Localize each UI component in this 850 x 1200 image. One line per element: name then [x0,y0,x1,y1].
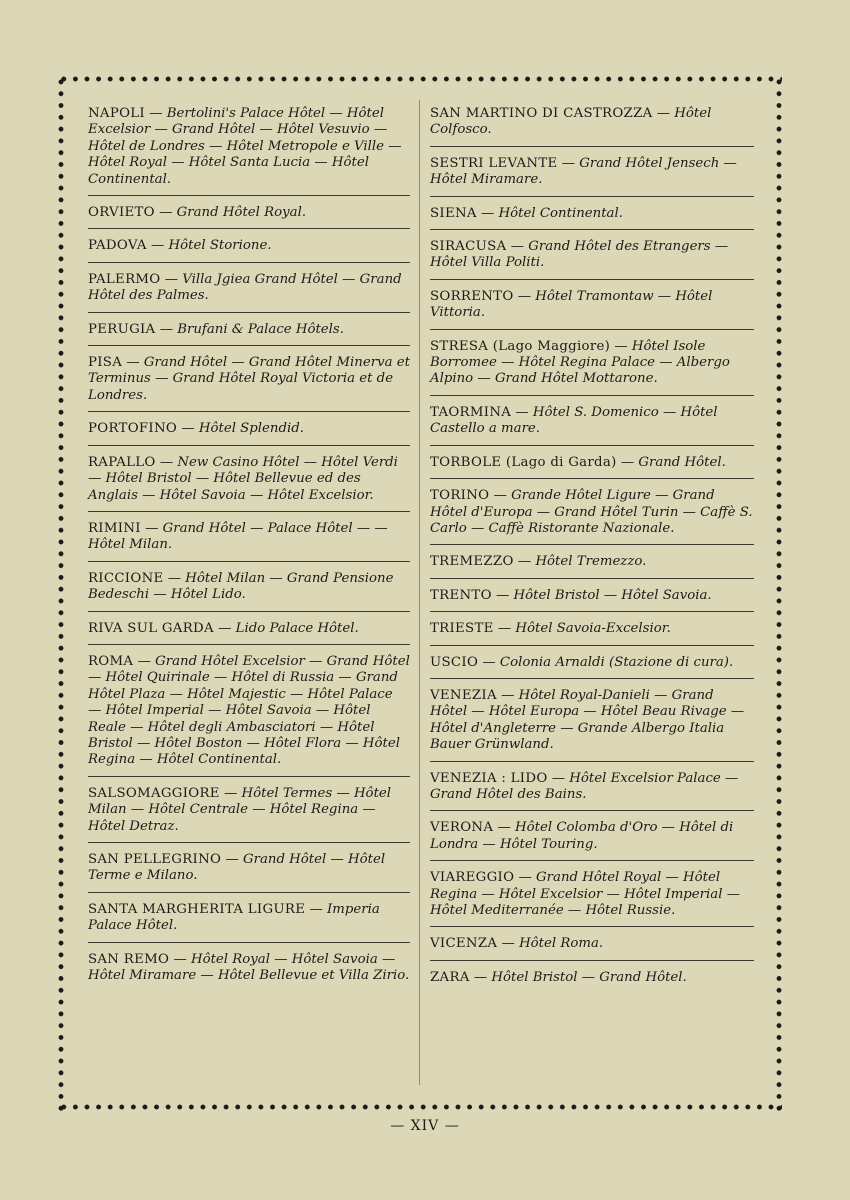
city-name: STRESA (Lago Maggiore) [430,338,611,354]
hotel-list: — Hôtel Tremezzo. [517,554,647,570]
city-name: PALERMO [88,271,161,287]
city-name: PERUGIA [88,321,156,337]
hotel-list: — Grande Hôtel Ligure — Grand Hôtel d'Europa — Grand Hôtel Turin — Caffè S. Carlo — Caffè Ristorante Nazionale. [430,488,753,536]
directory-entry [88,621,410,645]
hotel-list: — Colonia Arnaldi (Stazione di cura). [482,654,734,670]
hotel-list: — Hôtel Splendid. [181,421,304,437]
city-name: TAORMINA [430,404,512,420]
hotel-list: — Hôtel Tramontaw — Hôtel Vittoria. [430,288,713,321]
directory-entry [430,970,754,993]
directory-entry [430,156,754,197]
directory-entry [88,272,410,313]
city-name: SIRACUSA [430,239,507,255]
city-name: SAN MARTINO DI CASTROZZA [430,106,653,121]
city-name: VENEZIA : LIDO [430,770,548,786]
hotel-list: — Hôtel Bristol — Hôtel Savoia. [496,587,712,603]
directory-entry [88,852,410,893]
directory-entry [88,322,410,346]
hotel-list: — Grand Hôtel Excelsior — Grand Hôtel — Hôtel Quirinale — Hôtel di Russia — Grand Hôtel Plaza — Hôtel Majestic — Hôtel Palace — Hôtel Imperial — Hôtel Savoia — Hôtel Reale — Hôtel degli Ambasciatori — Hôtel Bristol — Hôtel Boston — Hôtel Flora — Hôtel Regina — Hôtel Continental. [88,653,410,768]
city-name: VERONA [430,820,494,836]
directory-entry [430,488,754,545]
directory-entry [88,654,410,777]
hotel-list: — New Casino Hôtel — Hôtel Verdi — Hôtel Bristol — Hôtel Bellevue ed des Anglais — Hôtel Savoia — Hôtel Excelsior. [88,454,398,503]
city-name: VIAREGGIO [430,870,515,886]
directory-entry [430,405,754,446]
hotel-list: — Hôtel Savoia-Excelsior. [497,621,671,637]
directory-entry [88,455,410,512]
city-name: TREMEZZO [430,554,514,570]
hotel-list: — Grand Hôtel — Hôtel Terme e Milano. [88,852,386,884]
city-name: TRENTO [430,587,492,603]
city-name: PISA [88,355,123,371]
hotel-list: — Bertolini's Palace Hôtel — Hôtel Excelsior — Grand Hôtel — Hôtel Vesuvio — Hôtel de Londres — Hôtel Metropole e Ville — Hôtel Royal — Hôtel Santa Lucia — Hôtel Continental. [88,106,402,187]
city-name: PORTOFINO [88,421,178,437]
right-column [430,106,754,1002]
directory-entry [430,554,754,578]
hotel-list: — Hôtel Roma. [501,936,604,952]
city-name: PADOVA [88,238,147,254]
directory-entry [430,239,754,280]
hotel-list: — Hôtel Excelsior Palace — Grand Hôtel des Bains. [430,770,739,802]
hotel-list: — Hôtel Isole Borromee — Hôtel Regina Palace — Albergo Alpino — Grand Hôtel Mottarone. [430,338,730,387]
hotel-list: — Hôtel Colomba d'Oro — Hôtel di Londra — Hôtel Touring. [430,820,734,852]
city-name: RIVA SUL GARDA [88,620,214,636]
directory-entry [430,870,754,927]
city-name: NAPOLI [88,106,145,121]
hotel-list: — Grand Hôtel Jensech — Hôtel Miramare. [430,155,737,188]
hotel-list: — Lido Palace Hôtel. [218,620,359,636]
hotel-list: — Hôtel Termes — Hôtel Milan — Hôtel Centrale — Hôtel Regina — Hôtel Detraz. [88,785,392,834]
city-name: SAN REMO [88,951,170,967]
directory-entry [430,339,754,396]
city-name: USCIO [430,654,479,670]
directory-entry [88,421,410,445]
city-name: SORRENTO [430,288,514,304]
dotted-border-top [58,76,782,82]
directory-entry [430,289,754,330]
city-name: RIMINI [88,520,141,536]
city-name: ORVIETO [88,205,155,221]
hotel-list: — Grand Hôtel des Etrangers — Hôtel Villa Politi. [430,239,729,271]
hotel-list: — Grand Hôtel Royal — Hôtel Regina — Hôtel Excelsior — Hôtel Imperial — Hôtel Mediterranée — Hôtel Russie. [430,870,740,918]
hotel-list: — Hôtel Milan — Grand Pensione Bedeschi — Hôtel Lido. [88,570,394,603]
hotel-list: — Hôtel Bristol — Grand Hôtel. [473,969,687,985]
city-name: ZARA [430,969,470,985]
hotel-list: — Hôtel Colfosco. [430,106,712,138]
directory-entry [430,106,754,147]
directory-entry [88,571,410,612]
hotel-list: — Grand Hôtel — Palace Hôtel — — Hôtel Milan. [88,520,388,553]
directory-entry [430,771,754,812]
hotel-list: — Hôtel Continental. [481,205,623,221]
page-number: — XIV — [390,1118,460,1134]
left-column [88,106,410,1000]
dotted-border-left [58,76,64,1116]
directory-entry [88,952,410,992]
directory-entry [430,820,754,861]
directory-entry [88,238,410,262]
hotel-list: — Hôtel Storione. [151,238,272,254]
directory-entry [430,455,754,479]
directory-entry [88,355,410,412]
directory-entry [88,902,410,943]
hotel-list: — Grand Hôtel. [620,454,726,470]
dotted-border-bottom [58,1104,782,1110]
directory-entry [430,588,754,612]
city-name: TRIESTE [430,621,494,637]
city-name: VICENZA [430,936,498,952]
hotel-list: — Hôtel Royal — Hôtel Savoia — Hôtel Miramare — Hôtel Bellevue et Villa Zirio. [88,951,410,984]
city-name: ROMA [88,653,134,669]
directory-entry [88,106,410,196]
city-name: TORBOLE (Lago di Garda) [430,454,617,470]
directory-entry [88,786,410,843]
city-name: SANTA MARGHERITA LIGURE [88,901,306,917]
city-name: SALSOMAGGIORE [88,785,220,801]
directory-entry [88,521,410,562]
dotted-border-right [776,76,782,1116]
directory-entry [430,206,754,230]
city-name: SIENA [430,205,477,221]
hotel-list: — Brufani & Palace Hôtels. [159,321,344,337]
hotel-list: — Imperia Palace Hôtel. [88,901,380,934]
hotel-list: — Grand Hôtel — Grand Hôtel Minerva et Terminus — Grand Hôtel Royal Victoria et de Londres. [88,355,410,403]
city-name: RICCIONE [88,570,164,586]
hotel-list: — Hôtel S. Domenico — Hôtel Castello a mare. [430,404,718,437]
directory-entry [430,936,754,960]
city-name: TORINO [430,488,490,504]
hotel-list: — Villa Jgiea Grand Hôtel — Grand Hôtel des Palmes. [88,271,402,304]
column-divider [419,100,420,1085]
city-name: SAN PELLEGRINO [88,852,222,867]
city-name: SESTRI LEVANTE [430,155,558,171]
hotel-list: — Hôtel Royal-Danieli — Grand Hôtel — Hôtel Europa — Hôtel Beau Rivage — Hôtel d'Angleterre — Grande Albergo Italia Bauer Grünwland. [430,687,745,753]
directory-entry [430,688,754,762]
directory-entry [430,655,754,679]
hotel-list: — Grand Hôtel Royal. [159,205,307,221]
city-name: RAPALLO [88,454,156,470]
city-name: VENEZIA [430,687,497,703]
directory-entry [88,205,410,229]
directory-entry [430,621,754,645]
